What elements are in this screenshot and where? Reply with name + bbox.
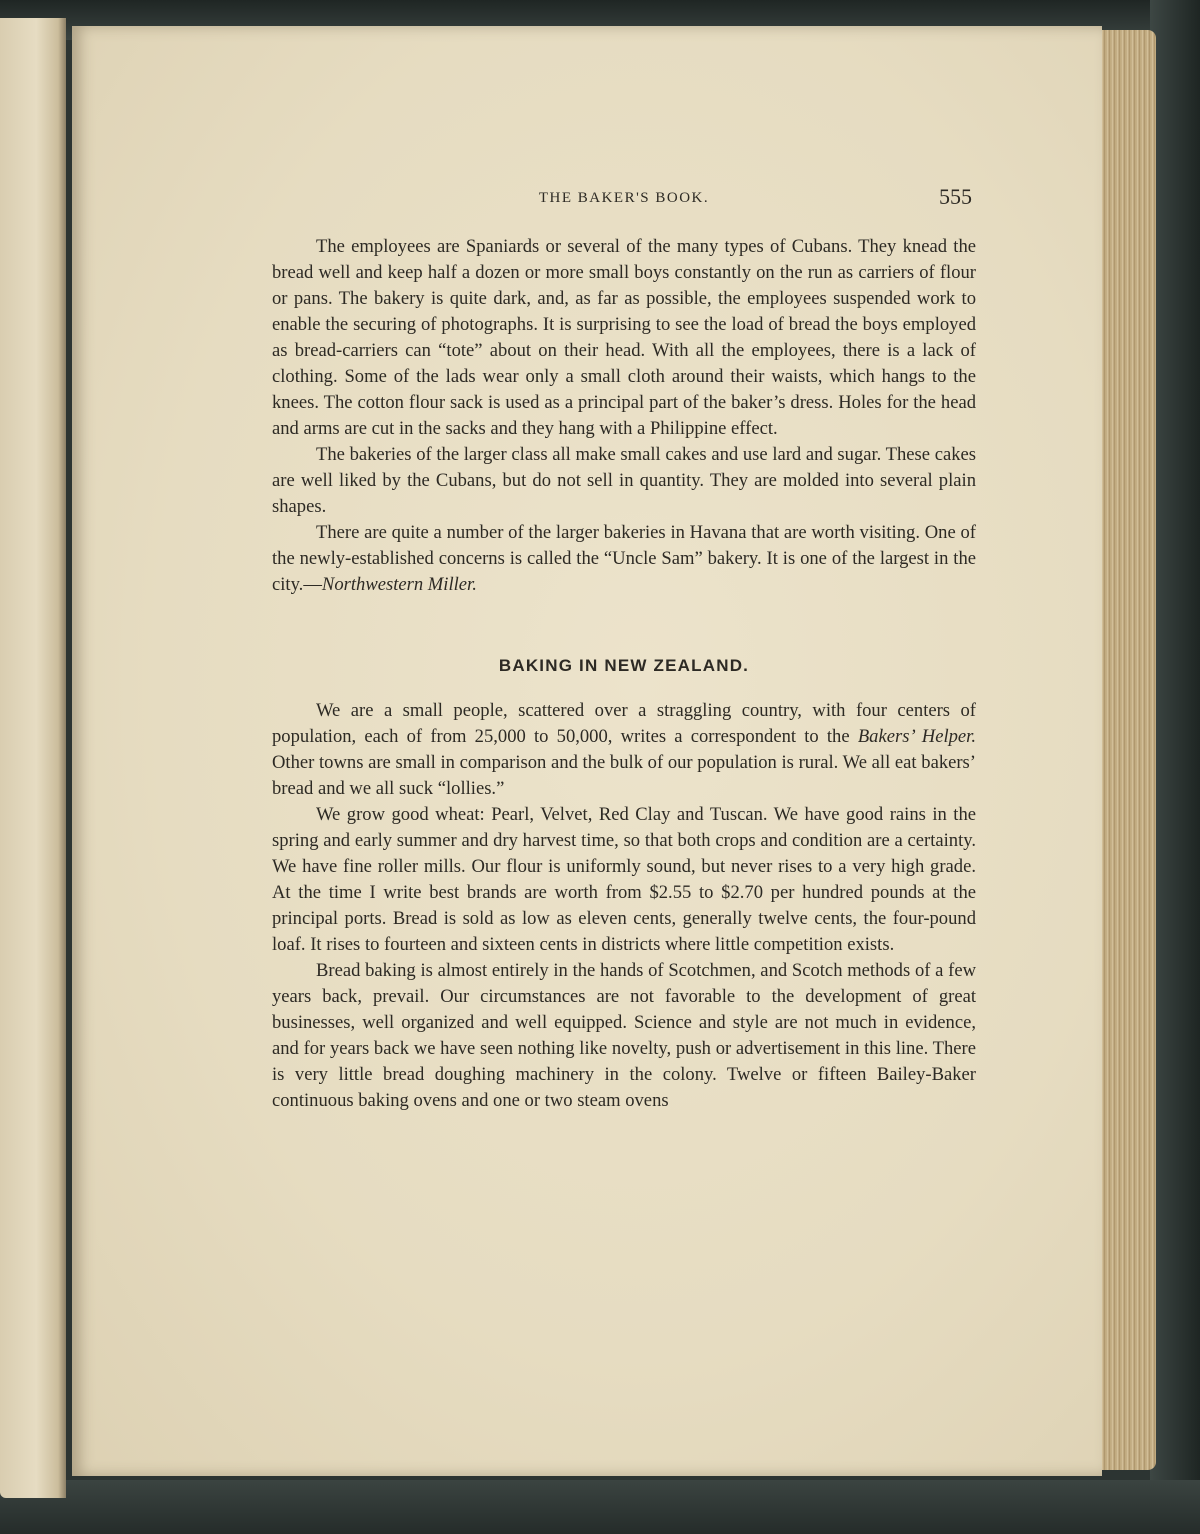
facing-page-edge: [0, 18, 66, 1498]
running-title: THE BAKER'S BOOK.: [538, 190, 710, 206]
paragraph-small-people-start: We are a small people, scattered over a straggling country, with four centers of population, each of from 25,000 to 50,000, writes a correspondent to the: [272, 700, 976, 747]
book-cover-bottom: [0, 1480, 1200, 1534]
section-heading: BAKING IN NEW ZEALAND.: [498, 656, 750, 675]
paragraph-wheat: We grow good wheat: Pearl, Velvet, Red Clay and Tuscan. We have good rains in the spring and early summer and dry harvest time, so that both crops and condition are a certainty. We have fine roller mills. Our flour is uniformly sound, but never rises to a very high grade. At the time I write best brands are worth from $2.55 to $2.70 per hundred pounds at the principal ports. Bread is sold as low as eleven cents, generally twelve cents, the four-pound loaf. It rises to fourteen and sixteen cents in districts where little competition exists.: [272, 804, 976, 955]
page-text-block: [272, 184, 976, 1114]
paragraph-small-people: [272, 698, 976, 802]
paragraph-havana-bakeries: [272, 520, 976, 598]
book-cover-right: [1150, 0, 1200, 1534]
paragraph-havana-text: There are quite a number of the larger bakeries in Havana that are worth visiting. One of the newly-established concerns is called the “Uncle Sam” bakery. It is one of the largest in the city.—: [272, 522, 976, 595]
paragraph-cakes: The bakeries of the larger class all make small cakes and use lard and sugar. These cakes are well liked by the Cubans, but do not sell in quantity. They are molded into several plain shapes.: [272, 444, 976, 517]
running-head: [272, 184, 976, 224]
book-page: [72, 26, 1102, 1476]
source-credit: Northwestern Miller.: [321, 574, 477, 595]
paragraph-small-people-end: Other towns are small in comparison and the bulk of our population is rural. We all eat bakers’ bread and we all suck “lollies.”: [272, 752, 976, 799]
paragraph-employees: The employees are Spaniards or several of the many types of Cubans. They knead the bread well and keep half a dozen or more small boys constantly on the run as carriers of flour or pans. The bakery is quite dark, and, as far as possible, the employees suspended work to enable the securing of photographs. It is surprising to see the load of bread the boys employed as bread-carriers can “tote” about on their head. With all the employees, there is a lack of clothing. Some of the lads wear only a small cloth around their waists, which hangs to the knees. The cotton flour sack is used as a principal part of the baker’s dress. Holes for the head and arms are cut in the sacks and they hang with a Philippine effect.: [272, 236, 976, 439]
page-block-edges: [1096, 30, 1156, 1470]
paragraph-scotchmen: Bread baking is almost entirely in the hands of Scotchmen, and Scotch methods of a few years back, prevail. Our circumstances are not favorable to the development of great businesses, well organized and well equipped. Science and style are not much in evidence, and for years back we have seen nothing like novelty, push or advertisement in this line. There is very little bread doughing machinery in the colony. Twelve or fifteen Bailey-Baker continuous baking ovens and one or two steam ovens: [272, 960, 976, 1111]
page-number: 555: [939, 184, 972, 209]
publication-title: Bakers’ Helper.: [857, 726, 976, 747]
